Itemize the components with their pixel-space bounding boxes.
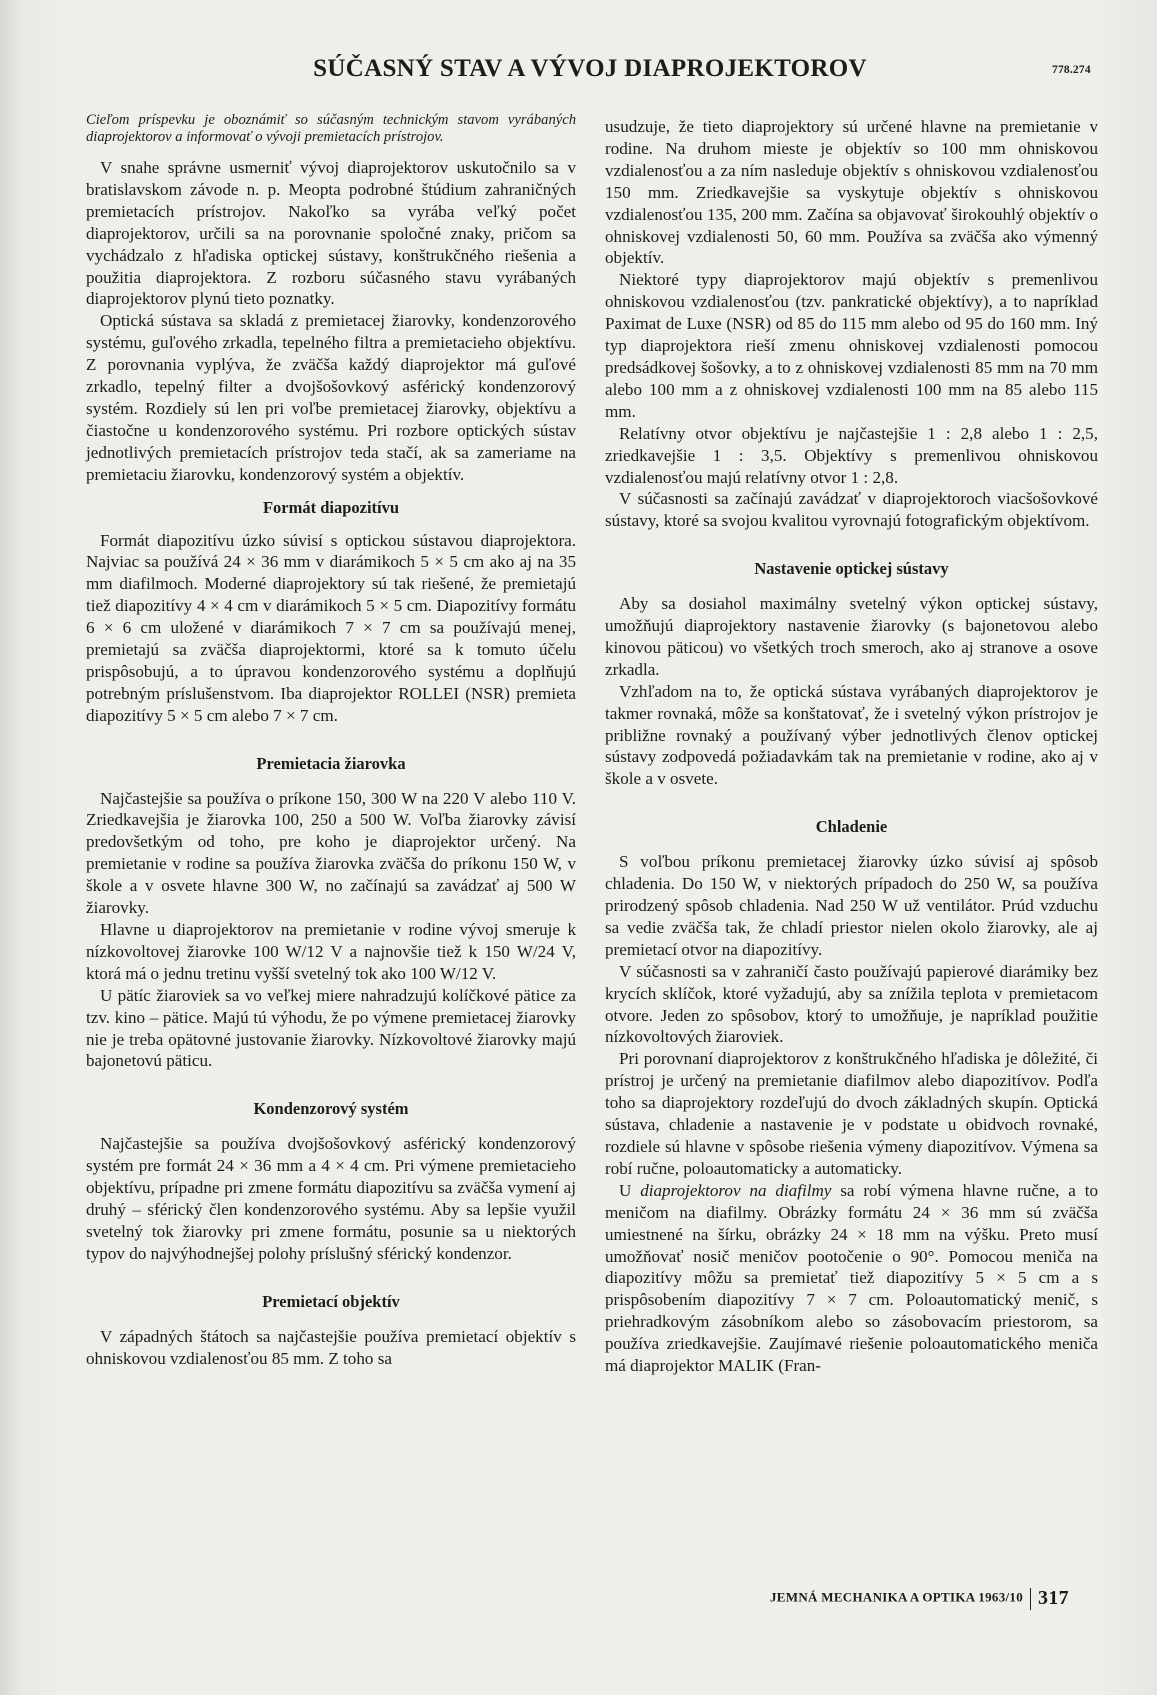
text-run: sa robí výmena hlavne ručne, a to meničom na diafilmy. Obrázky formátu 24 × 36 mm sú zväčša umiestnené na šírku, obrázky 24 × 18 mm na výšku. Preto musí umožňovať nosič meničov pootočenie o 90°. Pomocou meniča na diapozitívy môžu sa premietať tiež diapozitívy 5 × 5 cm a s prispôsobením diapozitívy 7 × 7 cm. Poloautomatický menič, s priehradkovým zásobníkom alebo so zásobovacím priestorom, sa používa zriedkavejšie. Zaujímavé riešenie poloautomatického meniča má diaprojektor MALIK (Fran- (605, 1180, 1098, 1376)
paragraph: Hlavne u diaprojektorov na premietanie v rodine vývoj smeruje k nízkovoltovej žiarovke 100 W/12 V a najnovšie tiež k 150 W/24 V, ktorá má o jednu tretinu vyšší svetelný tok ako 100 W/12 V. (86, 920, 576, 983)
paragraph: V súčasnosti sa v zahraničí často používajú papierové diarámiky bez krycích sklíčok, ktoré vyžadujú, aby sa znížila teplota v premietacom otvore. Jeden zo spôsobov, ktorý to umožňuje, je napríklad použitie nízkovoltových žiaroviek. (605, 961, 1098, 1047)
section-heading-lens: Premietací objektív (262, 1291, 400, 1311)
left-column (86, 112, 576, 1369)
paragraph: V západných štátoch sa najčastejšie používa premietací objektív s ohniskovou vzdialenosťou 85 mm. Z toho sa (86, 1326, 576, 1368)
article-title: SÚČASNÝ STAV A VÝVOJ DIAPROJEKTOROV (313, 55, 867, 82)
journal-name: JEMNÁ MECHANIKA A OPTIKA 1963/10 (770, 1589, 1024, 1605)
paragraph: V snahe správne usmerniť vývoj diaprojektorov uskutočnilo sa v bratislavskom závode n. p. Meopta podrobné štúdium zahraničných premietacích prístrojov. Nakoľko sa vyrába veľký počet diaprojektorov, určili sa na porovnanie spoločné znaky, pričom sa vychádzalo z hľadiska optickej sústavy, konštrukčného riešenia a použitia diaprojektora. Z rozboru súčasného stavu vyrábaných diaprojektorov plynú tieto poznatky. (86, 158, 576, 309)
page-number: 317 (1038, 1587, 1069, 1609)
paragraph: U pätíc žiaroviek sa vo veľkej miere nahradzujú kolíčkové pätice za tzv. kino – pätice. Majú tú výhodu, že po výmene premietacej žiarovky nie je treba opätovné justovanie žiarovky. Nízkovoltové žiarovky majú bajonetovú päticu. (86, 985, 576, 1071)
paragraph: Vzhľadom na to, že optická sústava vyrábaných diaprojektorov je takmer rovnaká, môže sa konštatovať, že i svetelný výkon prístrojov je približne rovnaký a používaný výber jednotlivých členov optickej sústavy zodpovedá požiadavkám tak na premietanie v rodine, ako aj v škole a v osvete. (605, 681, 1098, 789)
section-heading-lamp: Premietacia žiarovka (256, 753, 406, 773)
abstract: Cieľom príspevku je oboznámiť so súčasným technickým stavom vyrábaných diaprojektorov a informovať o vývoji premietacích prístrojov. (86, 112, 576, 145)
paragraph: Najčastejšie sa používa dvojšošovkový asférický kondenzorový systém pre formát 24 × 36 mm a 4 × 4 cm. Pri výmene premietacieho objektívu, prípadne pri zmene formátu diapozitívu sa zväčša vymení aj druhý – sférický člen kondenzorového systému. Aby sa lepšie využil svetelný tok žiarovky pri zmene formátu, posunie sa u niektorých typov do najvýhodnejšej polohy príslušný sférický kondenzor. (86, 1134, 576, 1263)
footer-divider (1030, 1588, 1031, 1610)
paragraph: Niektoré typy diaprojektorov majú objektív s premenlivou ohniskovou vzdialenosťou (tzv. pankratické objektívy), a to napríklad Paximat de Luxe (NSR) od 85 do 115 mm alebo od 95 do 160 mm. Iný typ diaprojektora rieší zmenu ohniskovej vzdialenosti pomocou predsádkovej šošovky, a to z ohniskovej vzdialenosti 85 mm na 70 mm alebo 100 mm a z ohniskovej vzdialenosti 100 mm na 85 alebo 115 mm. (605, 270, 1098, 421)
paragraph: Najčastejšie sa používa o príkone 150, 300 W na 220 V alebo 110 V. Zriedkavejšia je žiarovka 100, 250 a 500 W. Voľba žiarovky závisí predovšetkým od toho, pre koho je diaprojektor určený. Na premietanie v rodine sa používa žiarovka zväčša do príkonu 150 W, v škole a v osvete hlavne 300 W, no začínajú sa zavádzať aj 500 W žiarovky. (86, 788, 576, 918)
paragraph: Relatívny otvor objektívu je najčastejšie 1 : 2,8 alebo 1 : 2,5, zriedkavejšie 1 : 3,5. Objektívy s premenlivou ohniskovou vzdialenosťou majú relatívny otvor 1 : 2,8. (605, 423, 1098, 487)
text-run: U (619, 1180, 641, 1200)
paragraph: Aby sa dosiahol maximálny svetelný výkon optickej sústavy, umožňujú diaprojektory nastavenie žiarovky (s bajonetovou alebo kinovou päticou) vo všetkých troch smeroch, ako aj stranove a osove zrkadla. (605, 594, 1098, 679)
emphasis: diaprojektorov na diafilmy (640, 1180, 832, 1200)
paragraph: Pri porovnaní diaprojektorov z konštrukčného hľadiska je dôležité, či prístroj je určený na premietanie diafilmov alebo diapozitívov. Podľa toho sa diaprojektory rozdeľujú do dvoch základných skupín. Optická sústava, chladenie a nastavenie je v podstate u obidvoch rovnaké, rozdiele sú hlavne v spôsobe riešenia výmeny diapozitívov. Výmena sa robí ručne, poloautomaticky a automaticky. (605, 1049, 1098, 1178)
section-heading-format: Formát diapozitívu (262, 497, 400, 517)
section-heading-condenser: Kondenzorový systém (253, 1099, 409, 1119)
right-column (605, 116, 1098, 1377)
page-footer (770, 1587, 1069, 1610)
section-heading-optics-adjustment: Nastavenie optickej sústavy (754, 559, 949, 579)
paragraph: Formát diapozitívu úzko súvisí s optickou sústavou diaprojektora. Najviac sa používá 24 × 36 mm v diarámikoch 5 × 5 cm ako aj na 35 mm diafilmoch. Moderné diaprojektory sú tak riešené, že premietajú tiež diapozitívy 4 × 4 cm v diarámikoch 5 × 5 cm. Diapozitívy formátu 6 × 6 cm uložené v diarámikoch 7 × 7 cm sa používajú menej, premietajú sa zväčša diaprojektormi, ktoré sa k tomuto účelu prispôsobujú, a to úpravou kondenzorového systému a doplňujú potrebným príslušenstvom. Iba diaprojektor ROLLEI (NSR) premieta diapozitívy 5 × 5 cm alebo 7 × 7 cm. (86, 530, 576, 725)
section-heading-cooling: Chladenie (815, 817, 888, 837)
paragraph: V súčasnosti sa začínajú zavádzať v diaprojektoroch viacšošovkové sústavy, ktoré sa svojou kvalitou vyrovnajú fotografickým objektívom. (605, 489, 1098, 531)
udc-number: 778.274 (1052, 64, 1091, 76)
paragraph (605, 1180, 1098, 1377)
paragraph: usudzuje, že tieto diaprojektory sú určené hlavne na premietanie v rodine. Na druhom mieste je objektív so 100 mm ohniskovou vzdialenosťou a za ním nasleduje objektív s ohniskovou vzdialenosťou 150 mm. Zriedkavejšie sa vyskytuje objektív s ohniskovou vzdialenosťou 135, 200 mm. Začína sa objavovať širokouhlý objektív o ohniskovej vzdialenosti 50, 60 mm. Používa sa zväčša ako výmenný objektív. (605, 117, 1098, 268)
paragraph: S voľbou príkonu premietacej žiarovky úzko súvisí aj spôsob chladenia. Do 150 W, v niektorých prípadoch do 250 W, sa používa prirodzený spôsob chladenia. Nad 250 W už ventilátor. Prúd vzduchu sa vedie zväčša tak, že chladí priestor nielen okolo žiarovky, ale aj premietací otvor na diapozitívy. (605, 852, 1098, 959)
paragraph: Optická sústava sa skladá z premietacej žiarovky, kondenzorového systému, guľového zrkadla, tepelného filtra a premietacieho objektívu. Z porovnania vyplýva, že zväčša každý diaprojektor má guľové zrkadlo, tepelný filter a dvojšošovkový asférický kondenzorový systém. Rozdiely sú len pri voľbe premietacej žiarovky, objektívu a čiastočne u kondenzorového systému. Pri rozbore optických sústav jednotlivých premietacích prístrojov teda stačí, ak sa zameriame na premietaciu žiarovku, kondenzorový systém a objektív. (86, 311, 576, 484)
